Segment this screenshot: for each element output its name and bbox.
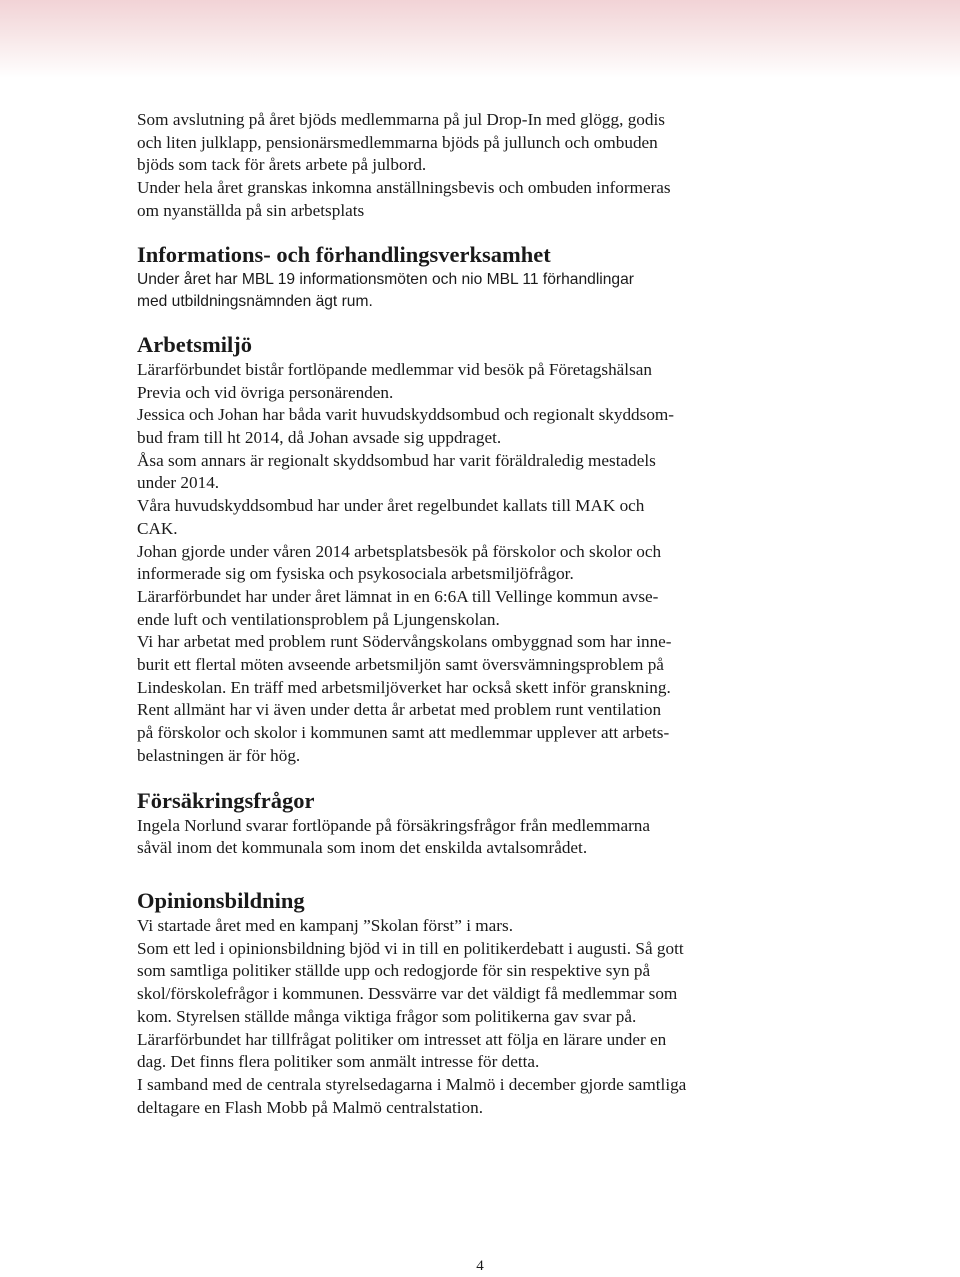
document-body bbox=[137, 109, 737, 1119]
paragraph-line: under 2014. bbox=[137, 473, 220, 493]
paragraph-line: dag. Det finns flera politiker som anmält intresse för detta. bbox=[137, 1052, 540, 1072]
paragraph-line: Previa och vid övriga personärenden. bbox=[137, 382, 394, 402]
paragraph-line: Under hela året granskas inkomna anställningsbevis och ombuden informeras bbox=[137, 178, 671, 198]
informations-section bbox=[137, 241, 737, 314]
intro-section bbox=[137, 109, 737, 223]
paragraph-line: Vi startade året med en kampanj ”Skolan först” i mars. bbox=[137, 915, 514, 935]
section-heading: Försäkringsfrågor bbox=[137, 787, 315, 813]
page-number: 4 bbox=[476, 1258, 484, 1274]
paragraph-line: om nyanställda på sin arbetsplats bbox=[137, 200, 365, 220]
paragraph-line: Vi har arbetat med problem runt Södervångskolans ombyggnad som har inne- bbox=[137, 632, 672, 652]
paragraph-line: Lärarförbundet har under året lämnat in en 6:6A till Vellinge kommun avse- bbox=[137, 586, 659, 606]
paragraph-line: belastningen är för hög. bbox=[137, 745, 301, 765]
paragraph-line: deltagare en Flash Mobb på Malmö centralstation. bbox=[137, 1097, 484, 1117]
paragraph-line: bud fram till ht 2014, då Johan avsade sig uppdraget. bbox=[137, 428, 502, 448]
paragraph-line: Som ett led i opinionsbildning bjöd vi in till en politikerdebatt i augusti. Så gott bbox=[137, 938, 684, 958]
paragraph-line: Under året har MBL 19 informationsmöten och nio MBL 11 förhandlingar bbox=[137, 270, 634, 288]
header-band bbox=[0, 0, 960, 78]
section-heading: Arbetsmiljö bbox=[137, 331, 252, 357]
paragraph-line: Åsa som annars är regionalt skyddsombud har varit föräldraledig mestadels bbox=[137, 450, 656, 470]
paragraph-line: bjöds som tack för årets arbete på julbord. bbox=[137, 155, 427, 175]
section-heading: Informations- och förhandlingsverksamhet bbox=[137, 241, 551, 267]
paragraph-line: och liten julklapp, pensionärsmedlemmarna bjöds på jullunch och ombuden bbox=[137, 132, 658, 152]
paragraph-line: Lindeskolan. En träff med arbetsmiljöverket har också skett inför granskning. bbox=[137, 677, 671, 697]
opinion-section bbox=[137, 887, 737, 1119]
paragraph-line: informerade sig om fysiska och psykosociala arbetsmiljöfrågor. bbox=[137, 564, 574, 584]
paragraph-line: skol/förskolefrågor i kommunen. Dessvärre var det väldigt få medlemmar som bbox=[137, 984, 678, 1004]
paragraph-line: Ingela Norlund svarar fortlöpande på försäkringsfrågor från medlemmarna bbox=[137, 815, 651, 835]
paragraph-line: Lärarförbundet har tillfrågat politiker om intresset att följa en lärare under en bbox=[137, 1029, 667, 1049]
section-heading: Opinionsbildning bbox=[137, 887, 305, 913]
paragraph-line: kom. Styrelsen ställde många viktiga frågor som politikerna gav svar på. bbox=[137, 1006, 637, 1026]
forsakring-section bbox=[137, 787, 737, 860]
paragraph-line: på förskolor och skolor i kommunen samt att medlemmar upplever att arbets- bbox=[137, 723, 670, 743]
paragraph-line: Lärarförbundet bistår fortlöpande medlemmar vid besök på Företagshälsan bbox=[137, 359, 652, 379]
paragraph-line: Som avslutning på året bjöds medlemmarna på jul Drop-In med glögg, godis bbox=[137, 110, 665, 129]
paragraph-line: Våra huvudskyddsombud har under året regelbundet kallats till MAK och bbox=[137, 496, 645, 516]
arbetsmiljo-section bbox=[137, 331, 737, 768]
paragraph-line: Rent allmänt har vi även under detta år arbetat med problem runt ventilation bbox=[137, 700, 662, 720]
paragraph-line: Jessica och Johan har båda varit huvudskyddsombud och regionalt skyddsom- bbox=[137, 405, 675, 425]
paragraph-line: Johan gjorde under våren 2014 arbetsplatsbesök på förskolor och skolor och bbox=[137, 541, 662, 561]
paragraph-line: såväl inom det kommunala som inom det enskilda avtalsområdet. bbox=[137, 838, 588, 858]
paragraph-line: CAK. bbox=[137, 518, 178, 538]
paragraph-line: burit ett flertal möten avseende arbetsmiljön samt översvämningsproblem på bbox=[137, 655, 664, 675]
paragraph-line: som samtliga politiker ställde upp och redogjorde för sin respektive syn på bbox=[137, 961, 651, 981]
paragraph-line: ende luft och ventilationsproblem på Ljungenskolan. bbox=[137, 609, 500, 629]
paragraph-line: med utbildningsnämnden ägt rum. bbox=[137, 293, 373, 311]
paragraph-line: I samband med de centrala styrelsedagarna i Malmö i december gjorde samtliga bbox=[137, 1074, 687, 1094]
